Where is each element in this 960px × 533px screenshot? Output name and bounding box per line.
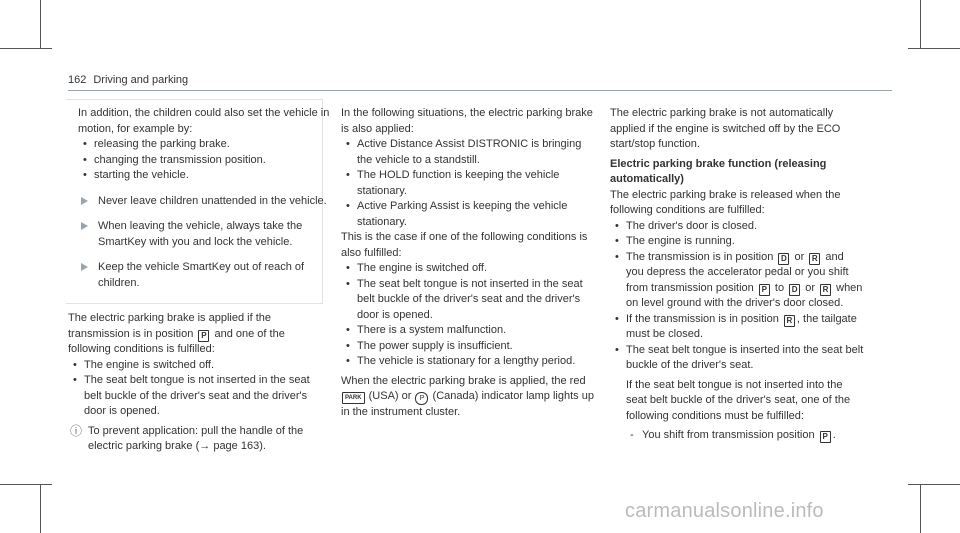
list-item: • releasing the parking brake. (78, 137, 330, 153)
situations-list (341, 137, 594, 230)
section-title: Driving and parking (93, 74, 189, 86)
indicator-lamp-paragraph: When the electric parking brake is applied, the red PARK (USA) or P (Canada) indicator lamp lights up in the instrument cluster. (341, 374, 594, 418)
d-key-icon: D (789, 284, 800, 296)
list-item: • The transmission is in position D or R and you depress the accelerator pedal or you shift from transmission position P to D or R when on level ground with the driver's door closed. (610, 250, 864, 312)
crop-mark (920, 485, 921, 533)
crop-mark (0, 484, 52, 485)
warning-intro: In addition, the children could also set the vehicle in motion, for example by: (78, 107, 330, 135)
crop-mark (908, 484, 960, 485)
triangle-icon (81, 222, 88, 230)
warning-item: Never leave children unattended in the vehicle. (78, 194, 330, 210)
triangle-icon (81, 197, 88, 205)
p-lamp-icon: P (415, 392, 428, 405)
sub-paragraph: If the seat belt tongue is not inserted into the seat belt buckle of the driver's seat, one of the following conditions must be fulfilled: (626, 378, 851, 422)
d-key-icon: D (778, 253, 789, 265)
list-item: • changing the transmission position. (78, 153, 330, 169)
page-number: 162 (68, 74, 87, 86)
section-heading: Electric parking brake function (releasing automatically) (610, 157, 827, 185)
dash-list (610, 428, 864, 444)
crop-mark (920, 0, 921, 48)
warning-item: When leaving the vehicle, always take the SmartKey with you and lock the vehicle. (78, 219, 330, 250)
warning-item: Keep the vehicle SmartKey out of reach of children. (78, 260, 330, 291)
list-item: • The engine is switched off. (341, 261, 594, 277)
conditions-intro: This is the case if one of the following conditions is also fulfilled: (341, 231, 588, 259)
list-item: • Active Parking Assist is keeping the vehicle stationary. (341, 199, 594, 230)
note: ⓘ To prevent application: pull the handle of the electric parking brake (→ page 163). (70, 423, 304, 452)
list-item: • starting the vehicle. (78, 168, 330, 184)
eco-paragraph: The electric parking brake is not automatically applied if the engine is switched off by the ECO start/stop function. (610, 107, 841, 150)
p-key-icon: P (820, 431, 831, 443)
list-item: • The seat belt tongue is not inserted in the seat belt buckle of the driver's seat and the driver's door is opened. (341, 277, 594, 324)
crop-mark (40, 485, 41, 533)
p-key-icon: P (198, 330, 209, 342)
release-list (610, 219, 864, 425)
conditions-list (341, 261, 594, 370)
crop-mark (0, 48, 52, 49)
list-item: • The engine is running. (610, 234, 864, 250)
list-item: • The seat belt tongue is not inserted in the seat belt buckle of the driver's seat and the driver's door is opened. (68, 373, 322, 420)
crop-mark (40, 0, 41, 48)
list-item: • The driver's door is closed. (610, 219, 864, 235)
list-item: • The seat belt tongue is inserted into the seat belt buckle of the driver's seat. If the seat belt tongue is not inserted into the seat belt buckle of the driver's seat, one of the following conditions must be fulfilled: (610, 343, 864, 425)
column-1-lower (68, 311, 322, 455)
list-item: • The engine is switched off. (68, 358, 322, 374)
info-bulb-icon: ⓘ (70, 423, 83, 438)
r-key-icon: R (784, 315, 795, 327)
list-item: • The power supply is insufficient. (341, 339, 594, 355)
r-key-icon: R (820, 284, 831, 296)
r-key-icon: R (809, 253, 820, 265)
watermark: carmanualsonline.info (625, 500, 824, 522)
list-item: - You shift from transmission position P . (626, 428, 864, 444)
list-item: • Active Distance Assist DISTRONIC is bringing the vehicle to a standstill. (341, 137, 594, 168)
condition-list (68, 358, 322, 420)
situations-intro: In the following situations, the electric parking brake is also applied: (341, 107, 593, 135)
list-item: • If the transmission is in position R , the tailgate must be closed. (610, 312, 864, 343)
column-1 (78, 106, 330, 291)
release-intro: The electric parking brake is released when the following conditions are fulfilled: (610, 188, 841, 216)
application-paragraph: The electric parking brake is applied if the transmission is in position P and one of the following conditions is fulfilled: (68, 312, 285, 355)
warning-intro-list (78, 137, 330, 184)
column-2 (341, 106, 594, 421)
crop-mark (908, 48, 960, 49)
triangle-icon (81, 263, 88, 271)
column-3 (610, 106, 864, 444)
p-key-icon: P (759, 284, 770, 296)
list-item: • The HOLD function is keeping the vehicle stationary. (341, 168, 594, 199)
park-lamp-icon: PARK (342, 392, 365, 404)
header-rule (68, 90, 892, 91)
page-header (68, 73, 188, 89)
list-item: • There is a system malfunction. (341, 323, 594, 339)
list-item: • The vehicle is stationary for a lengthy period. (341, 354, 594, 370)
